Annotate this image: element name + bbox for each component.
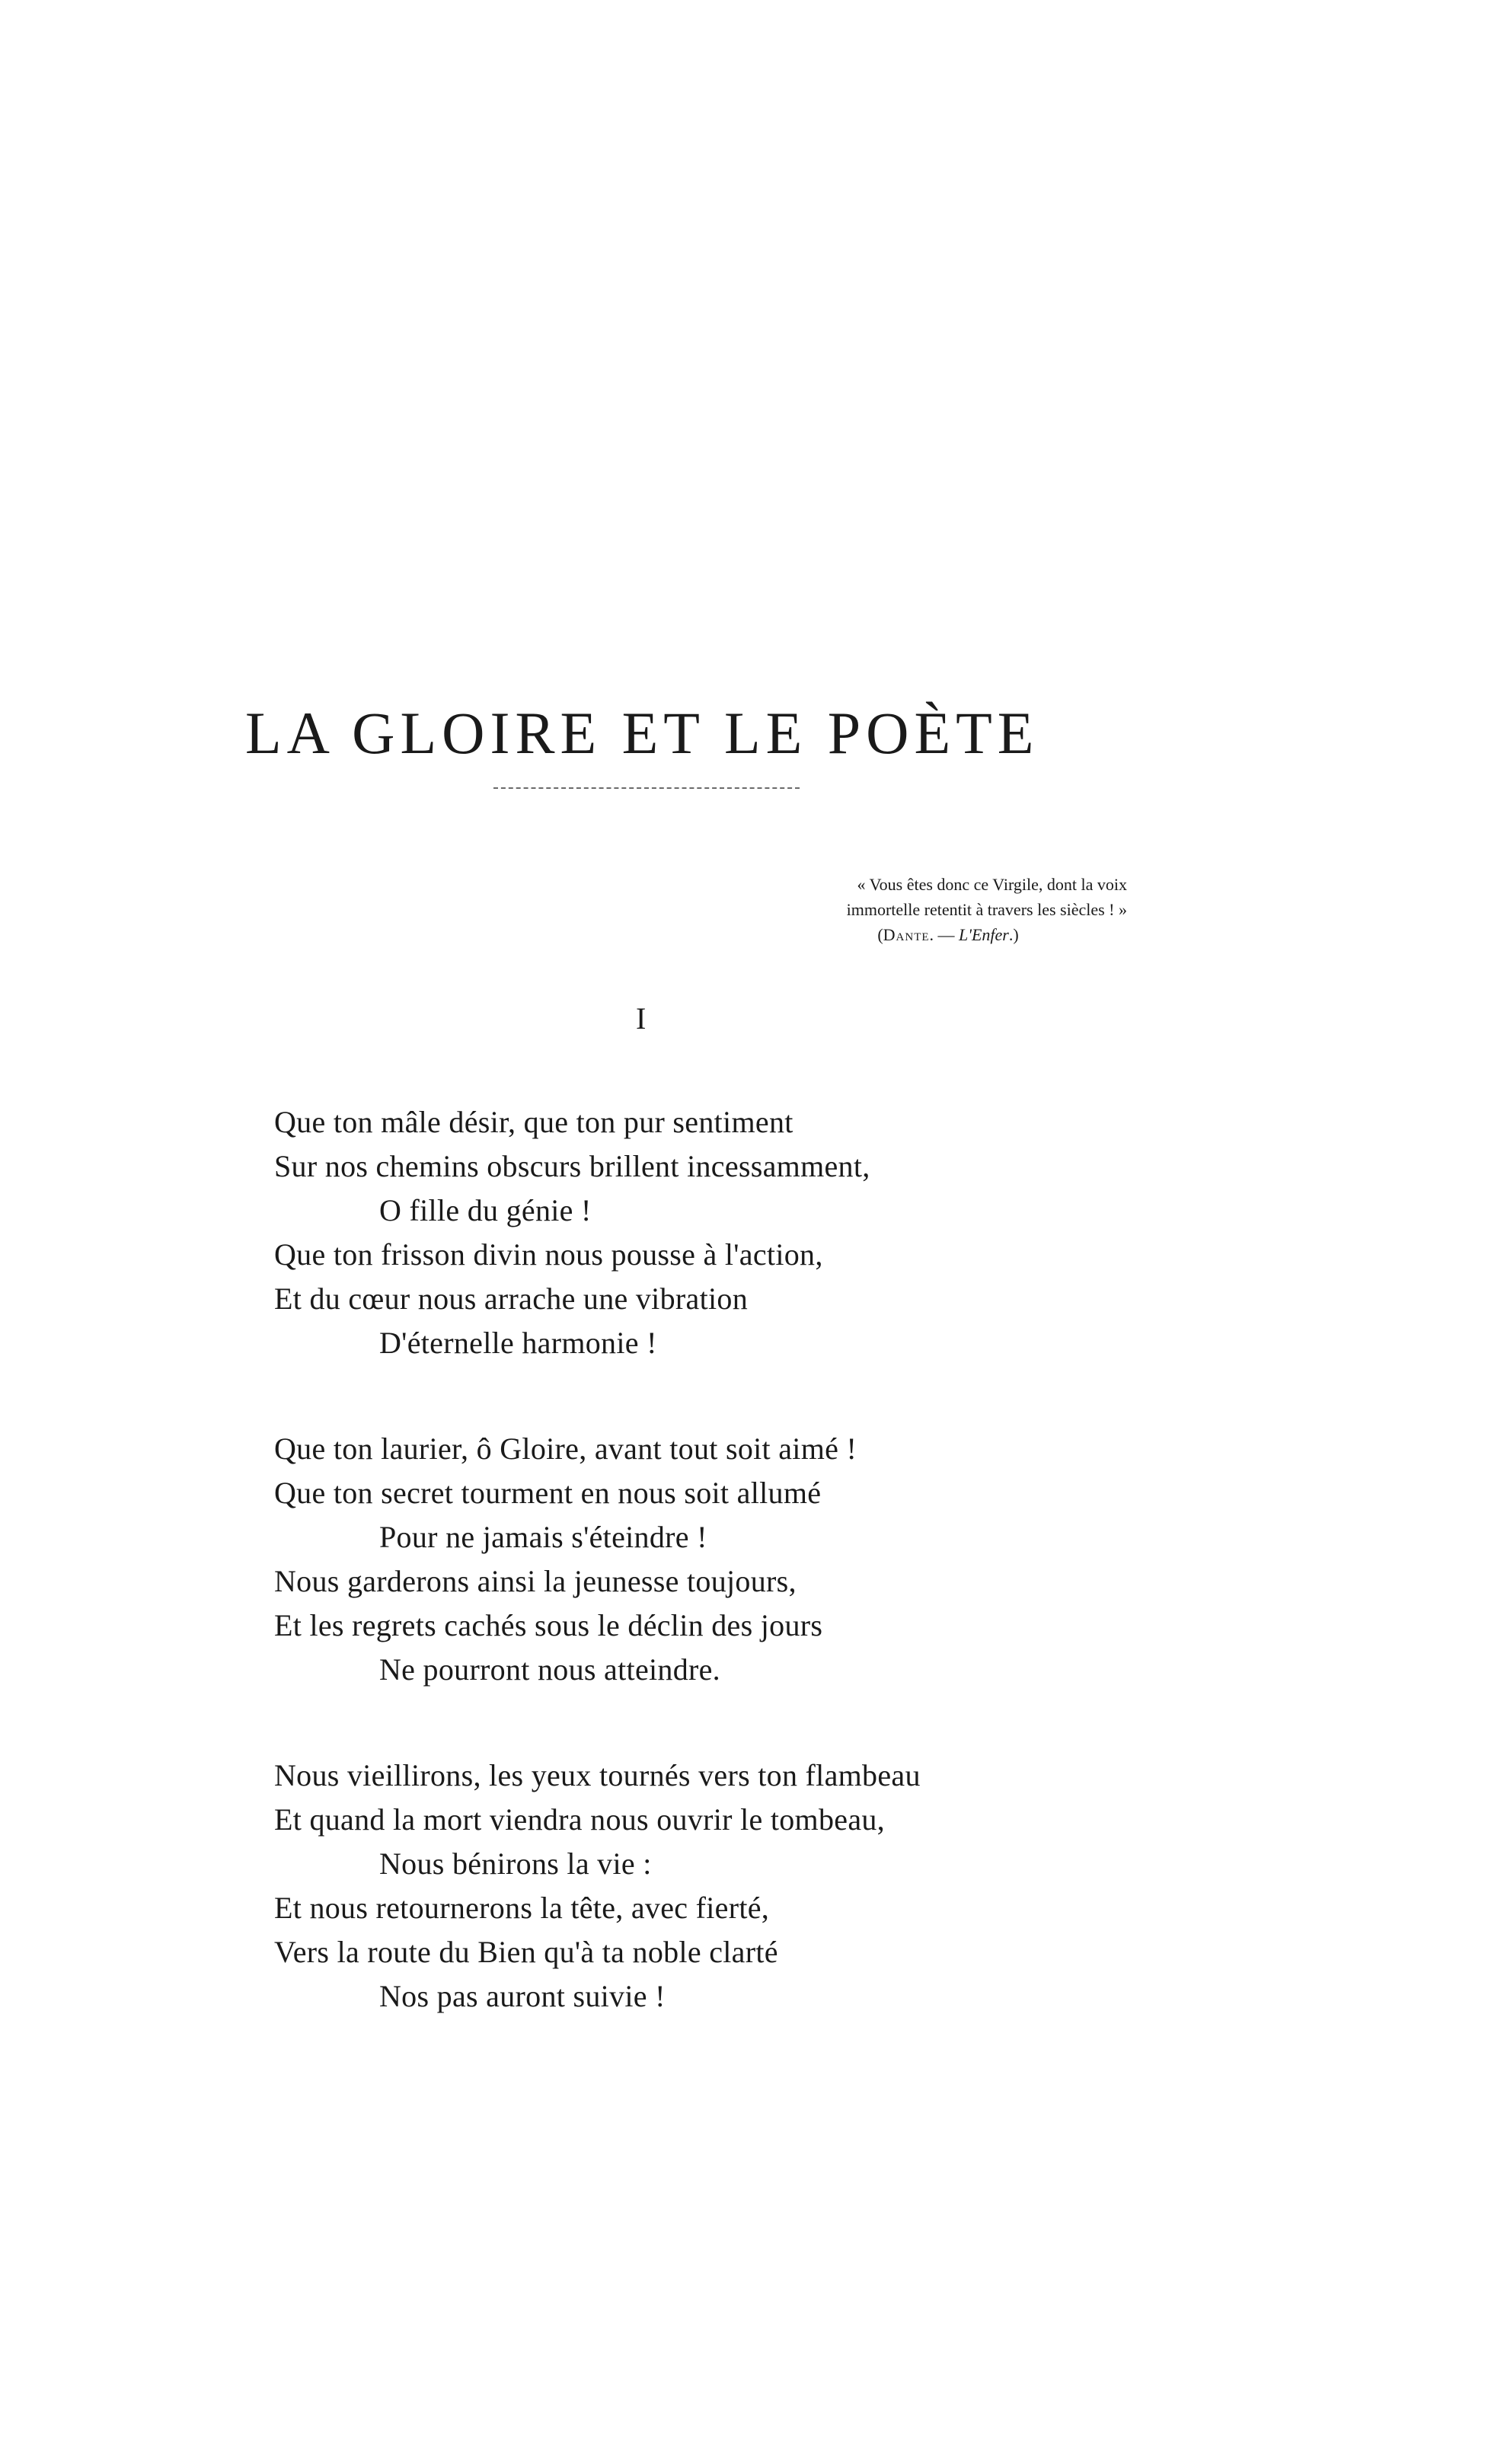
verse-line: Que ton secret tourment en nous soit allumé [274,1476,822,1510]
verse-line-indented: D'éternelle harmonie ! [379,1326,657,1360]
verse-line-indented: Nos pas auront suivie ! [379,1979,666,2013]
verse-line: Nous vieillirons, les yeux tournés vers ton flambeau [274,1758,921,1792]
epigraph-source-separator: . — [929,925,960,944]
section-number: I [636,1001,647,1036]
verse-line: Et du cœur nous arrache une vibration [274,1281,748,1316]
verse-line: Que ton frisson divin nous pousse à l'action, [274,1237,823,1272]
stanza-3 [274,1754,1112,2019]
epigraph-author: Dante [883,925,930,944]
verse-line: Sur nos chemins obscurs brillent incessamment, [274,1149,870,1183]
verse-line: Et nous retournerons la tête, avec fierté, [274,1891,770,1925]
verse-line: Que ton mâle désir, que ton pur sentiment [274,1105,793,1139]
stanza-2 [274,1427,1112,1692]
verse-line-indented: Pour ne jamais s'éteindre ! [379,1520,707,1554]
verse-line: Et quand la mort viendra nous ouvrir le tombeau, [274,1802,885,1837]
verse-line-indented: O fille du génie ! [379,1193,592,1227]
verse-line-indented: Nous bénirons la vie : [379,1846,652,1881]
verse-line: Que ton laurier, ô Gloire, avant tout soit aimé ! [274,1431,857,1466]
verse-line: Et les regrets cachés sous le déclin des jours [274,1608,823,1642]
title-divider [493,787,800,789]
epigraph-work: L'Enfer [959,925,1009,944]
epigraph-line-2: immortelle retentit à travers les siècles ! » [846,900,1127,919]
epigraph-source-open: ( [877,925,883,944]
verse-line: Nous garderons ainsi la jeunesse toujours, [274,1564,797,1598]
epigraph [701,872,1127,947]
verse-line-indented: Ne pourront nous atteindre. [379,1652,720,1687]
epigraph-source [701,922,1127,947]
stanza-1 [274,1100,1112,1365]
verse-line: Vers la route du Bien qu'à ta noble clarté [274,1935,778,1969]
epigraph-source-close: .) [1008,925,1019,944]
epigraph-line-1: « Vous êtes donc ce Virgile, dont la voix [857,875,1127,894]
poem-body [274,1100,1112,2080]
poem-title: LA GLOIRE ET LE POÈTE [245,700,1039,767]
